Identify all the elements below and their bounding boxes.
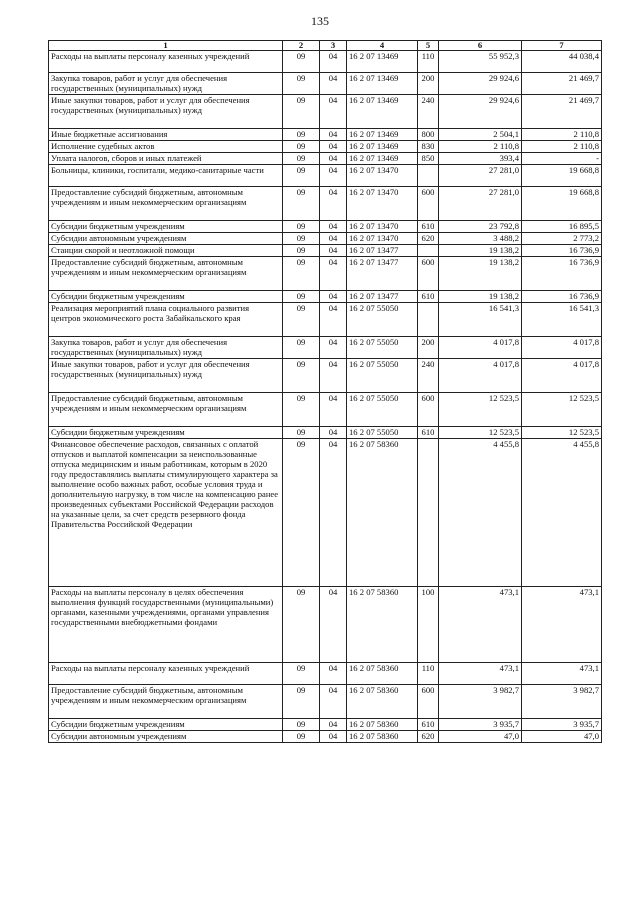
header-cell: 2 [283, 41, 320, 51]
amount-actual-cell: 2 110,8 [522, 141, 602, 153]
amount-actual-cell: 44 038,4 [522, 51, 602, 73]
amount-actual-cell: 21 469,7 [522, 95, 602, 129]
row-name-cell: Субсидии автономным учреждениям [49, 233, 283, 245]
amount-plan-cell: 2 110,8 [439, 141, 522, 153]
table-row [49, 165, 602, 187]
amount-actual-cell: 4 017,8 [522, 359, 602, 393]
section-code-cell: 09 [283, 393, 320, 427]
expense-type-cell: 200 [418, 73, 439, 95]
expense-type-cell: 610 [418, 719, 439, 731]
section-code-cell: 09 [283, 153, 320, 165]
section-code-cell: 09 [283, 427, 320, 439]
expense-type-cell: 240 [418, 95, 439, 129]
target-article-cell: 16 2 07 13470 [347, 165, 418, 187]
section-code-cell: 09 [283, 439, 320, 587]
amount-plan-cell: 23 792,8 [439, 221, 522, 233]
header-cell: 5 [418, 41, 439, 51]
amount-actual-cell: 3 935,7 [522, 719, 602, 731]
amount-actual-cell: 473,1 [522, 663, 602, 685]
table-row [49, 291, 602, 303]
table-row [49, 685, 602, 719]
amount-actual-cell: 3 982,7 [522, 685, 602, 719]
target-article-cell: 16 2 07 55050 [347, 303, 418, 337]
target-article-cell: 16 2 07 13477 [347, 291, 418, 303]
row-name-cell: Субсидии бюджетным учреждениям [49, 427, 283, 439]
table-row [49, 221, 602, 233]
expense-type-cell: 850 [418, 153, 439, 165]
subsection-code-cell: 04 [320, 153, 347, 165]
subsection-code-cell: 04 [320, 73, 347, 95]
subsection-code-cell: 04 [320, 439, 347, 587]
row-name-cell: Закупка товаров, работ и услуг для обеспечения государственных (муниципальных) нужд [49, 337, 283, 359]
row-name-cell: Субсидии бюджетным учреждениям [49, 719, 283, 731]
target-article-cell: 16 2 07 58360 [347, 731, 418, 743]
page-number: 135 [311, 14, 329, 28]
target-article-cell: 16 2 07 55050 [347, 337, 418, 359]
header-cell: 7 [522, 41, 602, 51]
target-article-cell: 16 2 07 58360 [347, 439, 418, 587]
subsection-code-cell: 04 [320, 165, 347, 187]
expense-type-cell: 830 [418, 141, 439, 153]
table-row [49, 233, 602, 245]
budget-table [48, 40, 602, 743]
row-name-cell: Станции скорой и неотложной помощи [49, 245, 283, 257]
amount-plan-cell: 27 281,0 [439, 165, 522, 187]
amount-actual-cell: 19 668,8 [522, 165, 602, 187]
amount-actual-cell: 2 110,8 [522, 129, 602, 141]
row-name-cell: Предоставление субсидий бюджетным, автономным учреждениям и иным некоммерческим организациям [49, 187, 283, 221]
expense-type-cell: 620 [418, 731, 439, 743]
section-code-cell: 09 [283, 291, 320, 303]
amount-plan-cell: 12 523,5 [439, 393, 522, 427]
amount-plan-cell: 16 541,3 [439, 303, 522, 337]
row-name-cell: Иные бюджетные ассигнования [49, 129, 283, 141]
section-code-cell: 09 [283, 359, 320, 393]
amount-plan-cell: 47,0 [439, 731, 522, 743]
target-article-cell: 16 2 07 13477 [347, 245, 418, 257]
row-name-cell: Расходы на выплаты персоналу казенных учреждений [49, 663, 283, 685]
amount-actual-cell: - [522, 153, 602, 165]
amount-actual-cell: 47,0 [522, 731, 602, 743]
subsection-code-cell: 04 [320, 221, 347, 233]
expense-type-cell [418, 439, 439, 587]
expense-type-cell [418, 245, 439, 257]
section-code-cell: 09 [283, 663, 320, 685]
subsection-code-cell: 04 [320, 663, 347, 685]
amount-plan-cell: 393,4 [439, 153, 522, 165]
table-row [49, 187, 602, 221]
subsection-code-cell: 04 [320, 303, 347, 337]
row-name-cell: Реализация мероприятий плана социального развития центров экономического роста Забайкальского края [49, 303, 283, 337]
table-row [49, 95, 602, 129]
header-cell: 1 [49, 41, 283, 51]
table-row [49, 731, 602, 743]
subsection-code-cell: 04 [320, 257, 347, 291]
amount-actual-cell: 16 736,9 [522, 257, 602, 291]
target-article-cell: 16 2 07 13469 [347, 51, 418, 73]
target-article-cell: 16 2 07 58360 [347, 719, 418, 731]
expense-type-cell: 610 [418, 427, 439, 439]
amount-actual-cell: 2 773,2 [522, 233, 602, 245]
row-name-cell: Уплата налогов, сборов и иных платежей [49, 153, 283, 165]
amount-plan-cell: 4 017,8 [439, 337, 522, 359]
row-name-cell: Предоставление субсидий бюджетным, автономным учреждениям и иным некоммерческим организациям [49, 393, 283, 427]
table-row [49, 303, 602, 337]
section-code-cell: 09 [283, 337, 320, 359]
expense-type-cell: 600 [418, 187, 439, 221]
row-name-cell: Субсидии автономным учреждениям [49, 731, 283, 743]
amount-plan-cell: 19 138,2 [439, 291, 522, 303]
target-article-cell: 16 2 07 13470 [347, 187, 418, 221]
target-article-cell: 16 2 07 55050 [347, 393, 418, 427]
row-name-cell: Субсидии бюджетным учреждениям [49, 291, 283, 303]
target-article-cell: 16 2 07 13469 [347, 73, 418, 95]
amount-plan-cell: 12 523,5 [439, 427, 522, 439]
row-name-cell: Иные закупки товаров, работ и услуг для обеспечения государственных (муниципальных) нужд [49, 359, 283, 393]
target-article-cell: 16 2 07 13477 [347, 257, 418, 291]
expense-type-cell: 800 [418, 129, 439, 141]
section-code-cell: 09 [283, 187, 320, 221]
section-code-cell: 09 [283, 165, 320, 187]
subsection-code-cell: 04 [320, 731, 347, 743]
section-code-cell: 09 [283, 221, 320, 233]
table-row [49, 245, 602, 257]
target-article-cell: 16 2 07 58360 [347, 685, 418, 719]
section-code-cell: 09 [283, 587, 320, 663]
amount-actual-cell: 4 455,8 [522, 439, 602, 587]
table-row [49, 153, 602, 165]
expense-type-cell: 200 [418, 337, 439, 359]
section-code-cell: 09 [283, 245, 320, 257]
table-row [49, 427, 602, 439]
table-row [49, 439, 602, 587]
target-article-cell: 16 2 07 55050 [347, 359, 418, 393]
section-code-cell: 09 [283, 685, 320, 719]
expense-type-cell [418, 303, 439, 337]
expense-type-cell: 110 [418, 663, 439, 685]
amount-actual-cell: 21 469,7 [522, 73, 602, 95]
table-header-row [49, 41, 602, 51]
amount-actual-cell: 16 736,9 [522, 245, 602, 257]
row-name-cell: Иные закупки товаров, работ и услуг для обеспечения государственных (муниципальных) нужд [49, 95, 283, 129]
expense-type-cell: 610 [418, 221, 439, 233]
expense-type-cell: 240 [418, 359, 439, 393]
subsection-code-cell: 04 [320, 95, 347, 129]
row-name-cell: Больницы, клиники, госпитали, медико-санитарные части [49, 165, 283, 187]
expense-type-cell: 600 [418, 393, 439, 427]
subsection-code-cell: 04 [320, 587, 347, 663]
table-row [49, 359, 602, 393]
row-name-cell: Предоставление субсидий бюджетным, автономным учреждениям и иным некоммерческим организациям [49, 257, 283, 291]
amount-plan-cell: 19 138,2 [439, 257, 522, 291]
section-code-cell: 09 [283, 73, 320, 95]
amount-plan-cell: 4 455,8 [439, 439, 522, 587]
table-row [49, 141, 602, 153]
expense-type-cell: 100 [418, 587, 439, 663]
row-name-cell: Расходы на выплаты персоналу в целях обеспечения выполнения функций государственными (муниципальными) органами, казенными учреждениями, органами управления государственными внебюджетными фондами [49, 587, 283, 663]
section-code-cell: 09 [283, 141, 320, 153]
subsection-code-cell: 04 [320, 291, 347, 303]
row-name-cell: Субсидии бюджетным учреждениям [49, 221, 283, 233]
row-name-cell: Расходы на выплаты персоналу казенных учреждений [49, 51, 283, 73]
target-article-cell: 16 2 07 55050 [347, 427, 418, 439]
table-row [49, 587, 602, 663]
subsection-code-cell: 04 [320, 359, 347, 393]
expense-type-cell: 600 [418, 685, 439, 719]
section-code-cell: 09 [283, 257, 320, 291]
header-cell: 3 [320, 41, 347, 51]
table-row [49, 257, 602, 291]
table-row [49, 337, 602, 359]
target-article-cell: 16 2 07 13470 [347, 233, 418, 245]
section-code-cell: 09 [283, 719, 320, 731]
amount-plan-cell: 55 952,3 [439, 51, 522, 73]
subsection-code-cell: 04 [320, 233, 347, 245]
amount-plan-cell: 29 924,6 [439, 95, 522, 129]
amount-actual-cell: 16 736,9 [522, 291, 602, 303]
amount-actual-cell: 16 541,3 [522, 303, 602, 337]
amount-plan-cell: 4 017,8 [439, 359, 522, 393]
target-article-cell: 16 2 07 58360 [347, 587, 418, 663]
header-cell: 4 [347, 41, 418, 51]
section-code-cell: 09 [283, 731, 320, 743]
amount-plan-cell: 3 982,7 [439, 685, 522, 719]
amount-plan-cell: 3 488,2 [439, 233, 522, 245]
section-code-cell: 09 [283, 129, 320, 141]
amount-actual-cell: 473,1 [522, 587, 602, 663]
expense-type-cell: 110 [418, 51, 439, 73]
row-name-cell: Исполнение судебных актов [49, 141, 283, 153]
subsection-code-cell: 04 [320, 393, 347, 427]
table-row [49, 719, 602, 731]
expense-type-cell: 600 [418, 257, 439, 291]
amount-plan-cell: 473,1 [439, 587, 522, 663]
expense-type-cell [418, 165, 439, 187]
amount-plan-cell: 2 504,1 [439, 129, 522, 141]
section-code-cell: 09 [283, 51, 320, 73]
amount-actual-cell: 19 668,8 [522, 187, 602, 221]
expense-type-cell: 610 [418, 291, 439, 303]
target-article-cell: 16 2 07 13469 [347, 129, 418, 141]
amount-actual-cell: 4 017,8 [522, 337, 602, 359]
subsection-code-cell: 04 [320, 427, 347, 439]
amount-actual-cell: 16 895,5 [522, 221, 602, 233]
table-row [49, 129, 602, 141]
target-article-cell: 16 2 07 13469 [347, 153, 418, 165]
amount-actual-cell: 12 523,5 [522, 427, 602, 439]
row-name-cell: Финансовое обеспечение расходов, связанных с оплатой отпусков и выплатой компенсации за неиспользованные отпуска медицинским и иным работникам, которым в 2020 году предоставлялись выплаты стимулирующего характера за выполнение особо важных работ, особые условия труда и дополнительную нагрузку, в том числе на компенсацию ранее произведенных субъектами Российской Федерации расходов на указанные цели, за счет средств резервного фонда Правительства Российской Федерации [49, 439, 283, 587]
expense-type-cell: 620 [418, 233, 439, 245]
target-article-cell: 16 2 07 13470 [347, 221, 418, 233]
table-row [49, 393, 602, 427]
header-cell: 6 [439, 41, 522, 51]
amount-plan-cell: 473,1 [439, 663, 522, 685]
target-article-cell: 16 2 07 58360 [347, 663, 418, 685]
amount-plan-cell: 19 138,2 [439, 245, 522, 257]
subsection-code-cell: 04 [320, 719, 347, 731]
row-name-cell: Предоставление субсидий бюджетным, автономным учреждениям и иным некоммерческим организациям [49, 685, 283, 719]
table-row [49, 51, 602, 73]
subsection-code-cell: 04 [320, 141, 347, 153]
target-article-cell: 16 2 07 13469 [347, 141, 418, 153]
subsection-code-cell: 04 [320, 685, 347, 719]
table-row [49, 663, 602, 685]
row-name-cell: Закупка товаров, работ и услуг для обеспечения государственных (муниципальных) нужд [49, 73, 283, 95]
section-code-cell: 09 [283, 233, 320, 245]
subsection-code-cell: 04 [320, 337, 347, 359]
subsection-code-cell: 04 [320, 51, 347, 73]
section-code-cell: 09 [283, 303, 320, 337]
amount-actual-cell: 12 523,5 [522, 393, 602, 427]
target-article-cell: 16 2 07 13469 [347, 95, 418, 129]
subsection-code-cell: 04 [320, 187, 347, 221]
amount-plan-cell: 27 281,0 [439, 187, 522, 221]
subsection-code-cell: 04 [320, 245, 347, 257]
subsection-code-cell: 04 [320, 129, 347, 141]
section-code-cell: 09 [283, 95, 320, 129]
amount-plan-cell: 3 935,7 [439, 719, 522, 731]
table-row [49, 73, 602, 95]
amount-plan-cell: 29 924,6 [439, 73, 522, 95]
